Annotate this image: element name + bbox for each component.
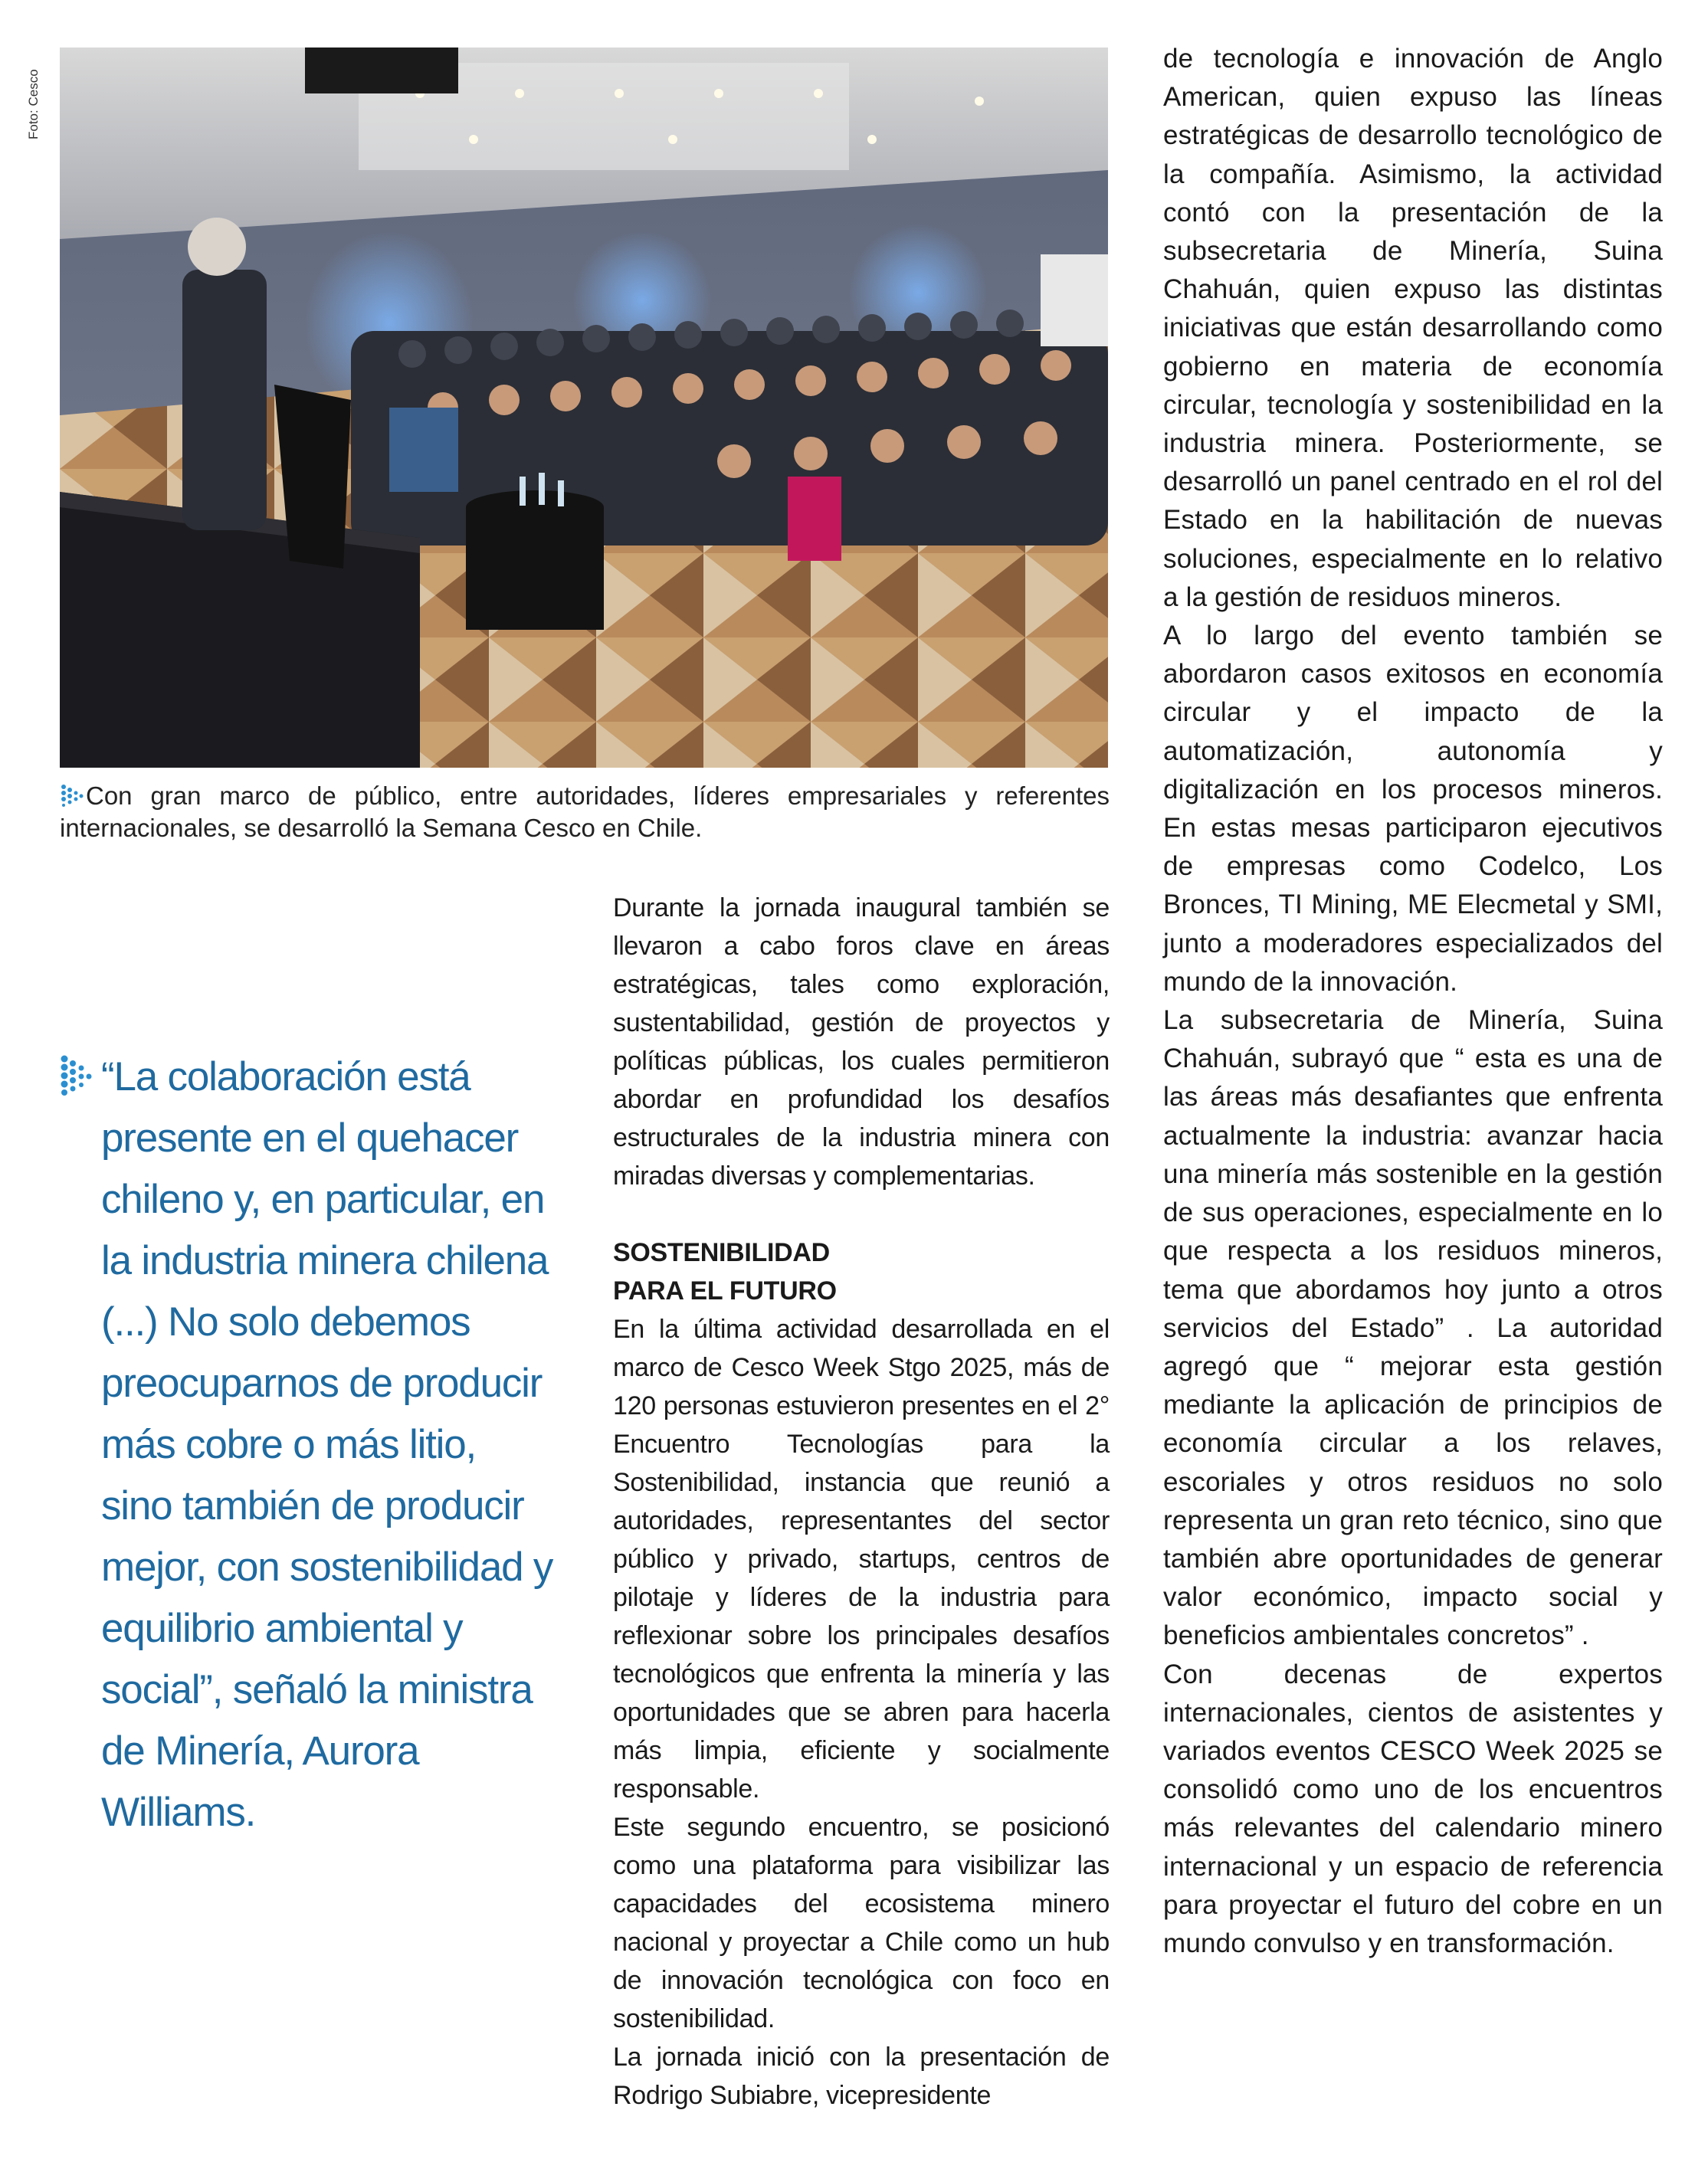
- paragraph: En la última actividad desarrollada en el marco de Cesco Week Stgo 2025, más de 120 personas estuvieron presentes en el 2° Encuentro Tecnologías para la Sostenibilidad, instancia que reunió a autoridades, representantes del sector público y privado, startups, centros de pilotaje y líderes de la industria para reflexionar sobre los principales desafíos tecnológicos que enfrenta la minería y las oportunidades que se abren para hacerla más limpia, eficiente y socialmente responsable.: [613, 1315, 1110, 1804]
- section-heading-line-2: PARA EL FUTURO: [613, 1276, 837, 1306]
- paragraph: Con decenas de expertos internacionales, cientos de asistentes y variados eventos CESCO Week 2025 se consolidó como uno de los encuentros más relevantes del calendario minero internacional y un espacio de referencia para proyectar el futuro del cobre en un mundo convulso y en transformación.: [1163, 1659, 1663, 1958]
- section-heading-line-1: SOSTENIBILIDAD: [613, 1238, 830, 1267]
- article-column-right: [1163, 40, 1663, 1963]
- paragraph: de tecnología e innovación de Anglo American, quien expuso las líneas estratégicas de desarrollo tecnológico de la compañía. Asimismo, la actividad contó con la presentación de la subsecretaria de Minería, Suina Chahuán, quien expuso las distintas iniciativas que están desarrollando como gobierno en materia de economía circular, tecnología y sostenibilidad en la industria minera. Posteriormente, se desarrolló un panel centrado en el rol del Estado en la habilitación de nuevas soluciones, especialmente en lo relativo a la gestión de residuos mineros.: [1163, 44, 1663, 612]
- conference-hall-illustration: [60, 48, 1108, 768]
- caption-text: Con gran marco de público, entre autoridades, líderes empresariales y referentes internacionales, se desarrolló la Semana Cesco en Chile.: [60, 781, 1110, 842]
- section-heading: [613, 1234, 1110, 1310]
- pull-quote: “La colaboración está presente en el quehacer chileno y, en particular, en la industria minera chilena (...) No solo debemos preocuparnos de producir más cobre o más litio, sino también de producir mejor, con sostenibilidad y equilibrio ambiental y social”, señaló la ministra de Minería, Aurora Williams.: [101, 1054, 553, 1835]
- paragraph: A lo largo del evento también se abordaron casos exitosos en economía circular y el impacto de la automatización, autonomía y digitalización en los procesos mineros. En estas mesas participaron ejecutivos de empresas como Codelco, Los Bronces, TI Mining, ME Elecmetal y SMI, junto a moderadores especializados del mundo de la innovación.: [1163, 621, 1663, 997]
- photo-credit: Foto: Cesco: [26, 69, 41, 139]
- paragraph: La jornada inició con la presentación de Rodrigo Subiabre, vicepresidente: [613, 2043, 1110, 2110]
- event-photo: [60, 48, 1108, 768]
- caption-bullet-icon: [60, 784, 86, 807]
- paragraph: Este segundo encuentro, se posicionó como una plataforma para visibilizar las capacidades del ecosistema minero nacional y proyectar a Chile como un hub de innovación tecnológica con foco en sostenibilidad.: [613, 1813, 1110, 2033]
- paragraph: Durante la jornada inaugural también se llevaron a cabo foros clave en áreas estratégicas, tales como exploración, sustentabilidad, gestión de proyectos y políticas públicas, los cuales permitieron abordar en profundidad los desafíos estructurales de la industria minera con miradas diversas y complementarias.: [613, 893, 1110, 1191]
- article-column-middle: [613, 889, 1110, 2115]
- paragraph: La subsecretaria de Minería, Suina Chahuán, subrayó que “ esta es una de las áreas más desafiantes que enfrenta actualmente la industria: avanzar hacia una minería más sostenible en la gestión de sus operaciones, especialmente en lo que respecta a los residuos mineros, tema que abordamos hoy junto a otros servicios del Estado” . La autoridad agregó que “ mejorar esta gestión mediante la aplicación de principios de economía circular a los relaves, escoriales y otros residuos no solo representa un gran reto técnico, sino que también abre oportunidades de generar valor económico, impacto social y beneficios ambientales concretos” .: [1163, 1005, 1663, 1651]
- photo-caption: [60, 780, 1110, 844]
- quote-bullet-icon: [60, 1054, 93, 1097]
